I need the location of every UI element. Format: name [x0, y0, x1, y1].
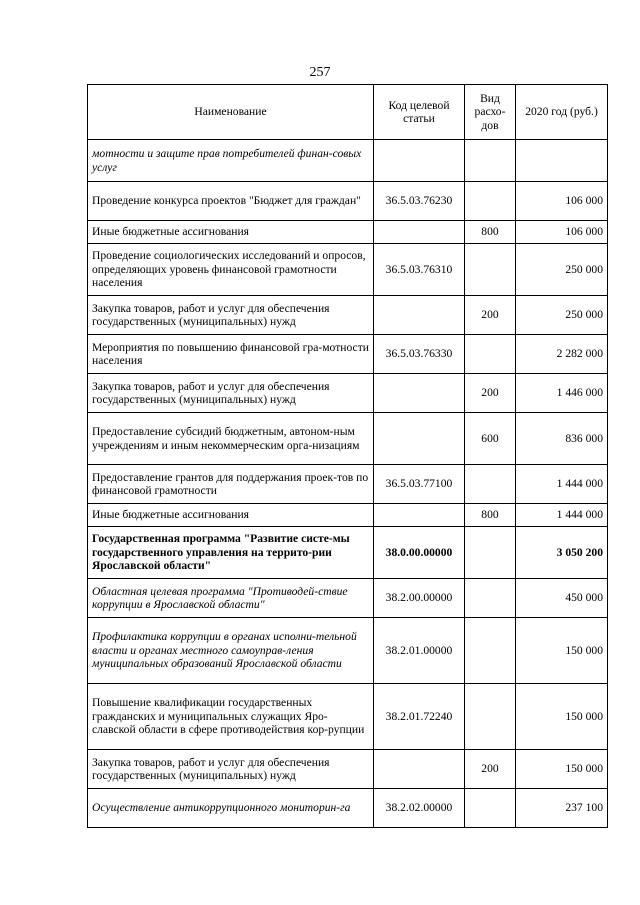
header-amount-2020: 2020 год (руб.): [516, 85, 608, 140]
cell-name: Иные бюджетные ассигнования: [88, 221, 374, 244]
cell-code: [374, 374, 465, 413]
table-row: [88, 374, 608, 413]
table-row: [88, 684, 608, 750]
cell-name: Предоставление субсидий бюджетным, автоном-ным учреждениям и иным некоммерческим орга-низациям: [88, 413, 374, 465]
cell-name: Закупка товаров, работ и услуг для обеспечения государственных (муниципальных) нужд: [88, 374, 374, 413]
table-row: [88, 618, 608, 684]
cell-amount: 2 282 000: [516, 335, 608, 374]
table-row: [88, 465, 608, 504]
cell-expense-type: [465, 140, 516, 182]
cell-amount: 106 000: [516, 182, 608, 221]
table-row: [88, 413, 608, 465]
cell-name: Предоставление грантов для поддержания проек-тов по финансовой грамотности: [88, 465, 374, 504]
cell-expense-type: 200: [465, 296, 516, 335]
cell-amount: 450 000: [516, 579, 608, 618]
cell-code: 38.0.00.00000: [374, 527, 465, 579]
table-row: [88, 335, 608, 374]
cell-name: Проведение конкурса проектов "Бюджет для граждан": [88, 182, 374, 221]
cell-code: 38.2.01.72240: [374, 684, 465, 750]
cell-code: [374, 296, 465, 335]
cell-expense-type: [465, 618, 516, 684]
table-row: [88, 527, 608, 579]
cell-amount: 1 444 000: [516, 504, 608, 527]
cell-amount: 836 000: [516, 413, 608, 465]
cell-name: Закупка товаров, работ и услуг для обеспечения государственных (муниципальных) нужд: [88, 750, 374, 789]
cell-expense-type: [465, 527, 516, 579]
cell-amount: 150 000: [516, 750, 608, 789]
page-number: 257: [309, 65, 331, 80]
table-row: [88, 789, 608, 828]
table-row: [88, 296, 608, 335]
cell-amount: 250 000: [516, 296, 608, 335]
cell-name: Иные бюджетные ассигнования: [88, 504, 374, 527]
budget-table: [87, 84, 608, 828]
cell-code: 36.5.03.76310: [374, 244, 465, 296]
cell-name: Областная целевая программа "Противодей-ствие коррупции в Ярославской области": [88, 579, 374, 618]
cell-amount: [516, 140, 608, 182]
table-row: [88, 140, 608, 182]
cell-expense-type: [465, 465, 516, 504]
cell-name: Мероприятия по повышению финансовой гра-мотности населения: [88, 335, 374, 374]
header-name: Наименование: [88, 85, 374, 140]
cell-expense-type: [465, 579, 516, 618]
cell-amount: 106 000: [516, 221, 608, 244]
cell-amount: 250 000: [516, 244, 608, 296]
cell-code: [374, 413, 465, 465]
cell-expense-type: [465, 789, 516, 828]
cell-amount: 3 050 200: [516, 527, 608, 579]
cell-expense-type: 200: [465, 374, 516, 413]
cell-code: 36.5.03.76230: [374, 182, 465, 221]
cell-code: 38.2.00.00000: [374, 579, 465, 618]
header-code: Код целевой статьи: [374, 85, 465, 140]
cell-name: Государственная программа "Развитие систе-мы государственного управления на террито-рии Ярославской области": [88, 527, 374, 579]
cell-name: Осуществление антикоррупционного мониторин-га: [88, 789, 374, 828]
cell-amount: 150 000: [516, 684, 608, 750]
cell-expense-type: [465, 684, 516, 750]
cell-expense-type: 800: [465, 221, 516, 244]
cell-amount: 237 100: [516, 789, 608, 828]
cell-name: мотности и защите прав потребителей финан-совых услуг: [88, 140, 374, 182]
table-row: [88, 244, 608, 296]
cell-amount: 150 000: [516, 618, 608, 684]
cell-amount: 1 446 000: [516, 374, 608, 413]
cell-code: [374, 140, 465, 182]
table-row: [88, 504, 608, 527]
table-row: [88, 221, 608, 244]
table-header-row: [88, 85, 608, 140]
cell-code: 36.5.03.77100: [374, 465, 465, 504]
cell-name: Повышение квалификации государственных гражданских и муниципальных служащих Яро-славской области в сфере противодействия кор-рупции: [88, 684, 374, 750]
header-expense-type: Вид расхо-дов: [465, 85, 516, 140]
cell-expense-type: 200: [465, 750, 516, 789]
cell-name: Проведение социологических исследований и опросов, определяющих уровень финансовой грамотности населения: [88, 244, 374, 296]
cell-code: [374, 750, 465, 789]
cell-expense-type: [465, 244, 516, 296]
cell-expense-type: 800: [465, 504, 516, 527]
cell-amount: 1 444 000: [516, 465, 608, 504]
cell-code: 36.5.03.76330: [374, 335, 465, 374]
cell-code: [374, 221, 465, 244]
table-row: [88, 750, 608, 789]
table-row: [88, 579, 608, 618]
table-body: [88, 140, 608, 828]
cell-code: 38.2.01.00000: [374, 618, 465, 684]
cell-code: [374, 504, 465, 527]
cell-expense-type: [465, 182, 516, 221]
cell-expense-type: [465, 335, 516, 374]
table-row: [88, 182, 608, 221]
cell-code: 38.2.02.00000: [374, 789, 465, 828]
cell-name: Профилактика коррупции в органах исполни-тельной власти и органах местного самоуправ-ления муниципальных образований Ярославской области: [88, 618, 374, 684]
cell-expense-type: 600: [465, 413, 516, 465]
cell-name: Закупка товаров, работ и услуг для обеспечения государственных (муниципальных) нужд: [88, 296, 374, 335]
